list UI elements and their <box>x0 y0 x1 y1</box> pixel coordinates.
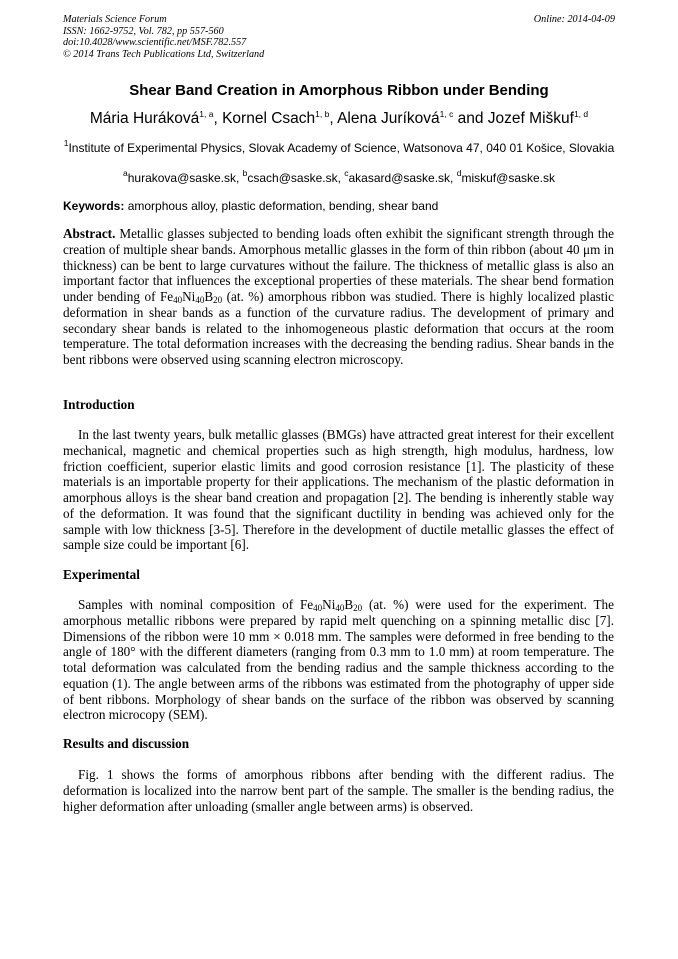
email: csach@saske.sk, <box>247 171 345 185</box>
results-text: Fig. 1 shows the forms of amorphous ribbons after bending with the different radius. The deformation is localized into the narrow bent part of the sample. The smaller is the bending radius, the higher deformation after unloading (smaller angle between arms) is observed. <box>63 767 614 814</box>
email-mark: d <box>456 168 462 178</box>
author-affiliation-mark: 1, a <box>199 109 214 119</box>
subscript: 40 <box>195 295 205 305</box>
formula-part: B <box>204 289 214 304</box>
email-mark: a <box>122 168 128 178</box>
keywords-label: Keywords: <box>63 199 125 213</box>
introduction-body <box>63 427 614 553</box>
subscript: 40 <box>335 603 345 613</box>
author-name: and Jozef Miškuf <box>453 110 574 127</box>
introduction-text: In the last twenty years, bulk metallic glasses (BMGs) have attracted great interest for their excellent mechanical, magnetic and chemical properties such as high strength, high modulus, hardness, low friction coefficient, superior elastic limits and good corrosion resistance [1]. The plasticity of these materials is an importable property for their applications. The mechanism of the plastic deformation in amorphous alloys is the shear band creation and propagation [2]. The bending is inherently stable way of the deformation. It was found that the significant ductility in bending was achieved only for the sample with low thickness [3-5]. Therefore in the development of ductile metallic glasses the effect of sample size could be important [6]. <box>63 427 614 553</box>
email-mark: b <box>242 168 248 178</box>
keywords <box>63 199 615 215</box>
experimental-heading: Experimental <box>63 567 140 582</box>
results-body <box>63 767 614 814</box>
formula-part: B <box>344 597 354 612</box>
author-affiliation-mark: 1, d <box>573 109 589 119</box>
author-emails <box>63 168 615 187</box>
results-heading: Results and discussion <box>63 736 190 751</box>
author-affiliation-mark: 1, c <box>439 109 454 119</box>
email: miskuf@saske.sk <box>461 171 556 185</box>
email-mark: c <box>344 168 349 178</box>
journal-header <box>63 14 615 60</box>
email: akasard@saske.sk, <box>348 171 457 185</box>
subscript: 40 <box>173 295 183 305</box>
affiliation <box>63 138 615 157</box>
online-date: Online: 2014-04-09 <box>533 14 615 25</box>
journal-name: Materials Science Forum <box>63 14 167 25</box>
experimental-text: Samples with nominal composition of Fe <box>78 597 314 612</box>
formula-part: Ni <box>182 289 196 304</box>
introduction-heading: Introduction <box>63 397 135 412</box>
subscript: 20 <box>213 295 223 305</box>
author-list <box>63 108 615 130</box>
doi-line: doi:10.4028/www.scientific.net/MSF.782.557 <box>63 37 247 49</box>
abstract-text: (at. %) amorphous ribbon was studied. There is highly localized plastic deformation in shear bands as a function of the curvature radius. The development of primary and secondary shear bands is related to the inhomogeneous plastic deformation that occurs at the room temperature. The total deformation increases with the decreasing the bending radius. Shear bands in the bent ribbons were observed using scanning electron microscopy. <box>63 289 614 367</box>
copyright-line: © 2014 Trans Tech Publications Ltd, Switzerland <box>63 48 265 60</box>
experimental-body <box>63 597 614 723</box>
affiliation-text: Institute of Experimental Physics, Slovak Academy of Science, Watsonova 47, 040 01 Košice, Slovakia <box>68 141 615 155</box>
author-affiliation-mark: 1, b <box>315 109 330 119</box>
paper-title: Shear Band Creation in Amorphous Ribbon under Bending <box>129 82 549 99</box>
author-name: , Alena Juríková <box>329 110 440 127</box>
affiliation-mark: 1 <box>63 138 69 148</box>
subscript: 20 <box>353 603 363 613</box>
issn-line: ISSN: 1662-9752, Vol. 782, pp 557-560 <box>63 25 224 37</box>
email: hurakova@saske.sk, <box>127 171 243 185</box>
abstract-text: Metallic glasses subjected to bending loads often exhibit the significant strength through the creation of multiple shear bands. Amorphous metallic glasses in the form of thin ribbon (about 40 μm in thickness) can be bent to large curvatures without the failure. The thickness of metallic glass is also an important factor that influences the exceptional properties of these materials. The shear bend formation under bending of Fe <box>63 226 614 304</box>
formula-part: Ni <box>322 597 336 612</box>
author-name: , Kornel Csach <box>213 110 316 127</box>
abstract-label: Abstract. <box>63 226 116 241</box>
author-name: Mária Huráková <box>89 110 200 127</box>
subscript: 40 <box>313 603 323 613</box>
abstract <box>63 226 614 368</box>
keywords-text: amorphous alloy, plastic deformation, bending, shear band <box>124 199 439 213</box>
experimental-text: (at. %) were used for the experiment. The amorphous metallic ribbons were prepared by rapid melt quenching on a spinning metallic disc [7]. Dimensions of the ribbon were 10 mm × 0.018 mm. The samples were deformed in free bending to the angle of 180° with the different diameters (ranging from 0.3 mm to 1.0 mm) at room temperature. The total deformation was calculated from the bending radius and the sample thickness according to the equation (1). The angle between arms of the ribbons was estimated from the photography of upper side of bent ribbons. Morphology of shear bands on the surface of the ribbon was observed by scanning electron microcopy (SEM). <box>63 597 614 723</box>
